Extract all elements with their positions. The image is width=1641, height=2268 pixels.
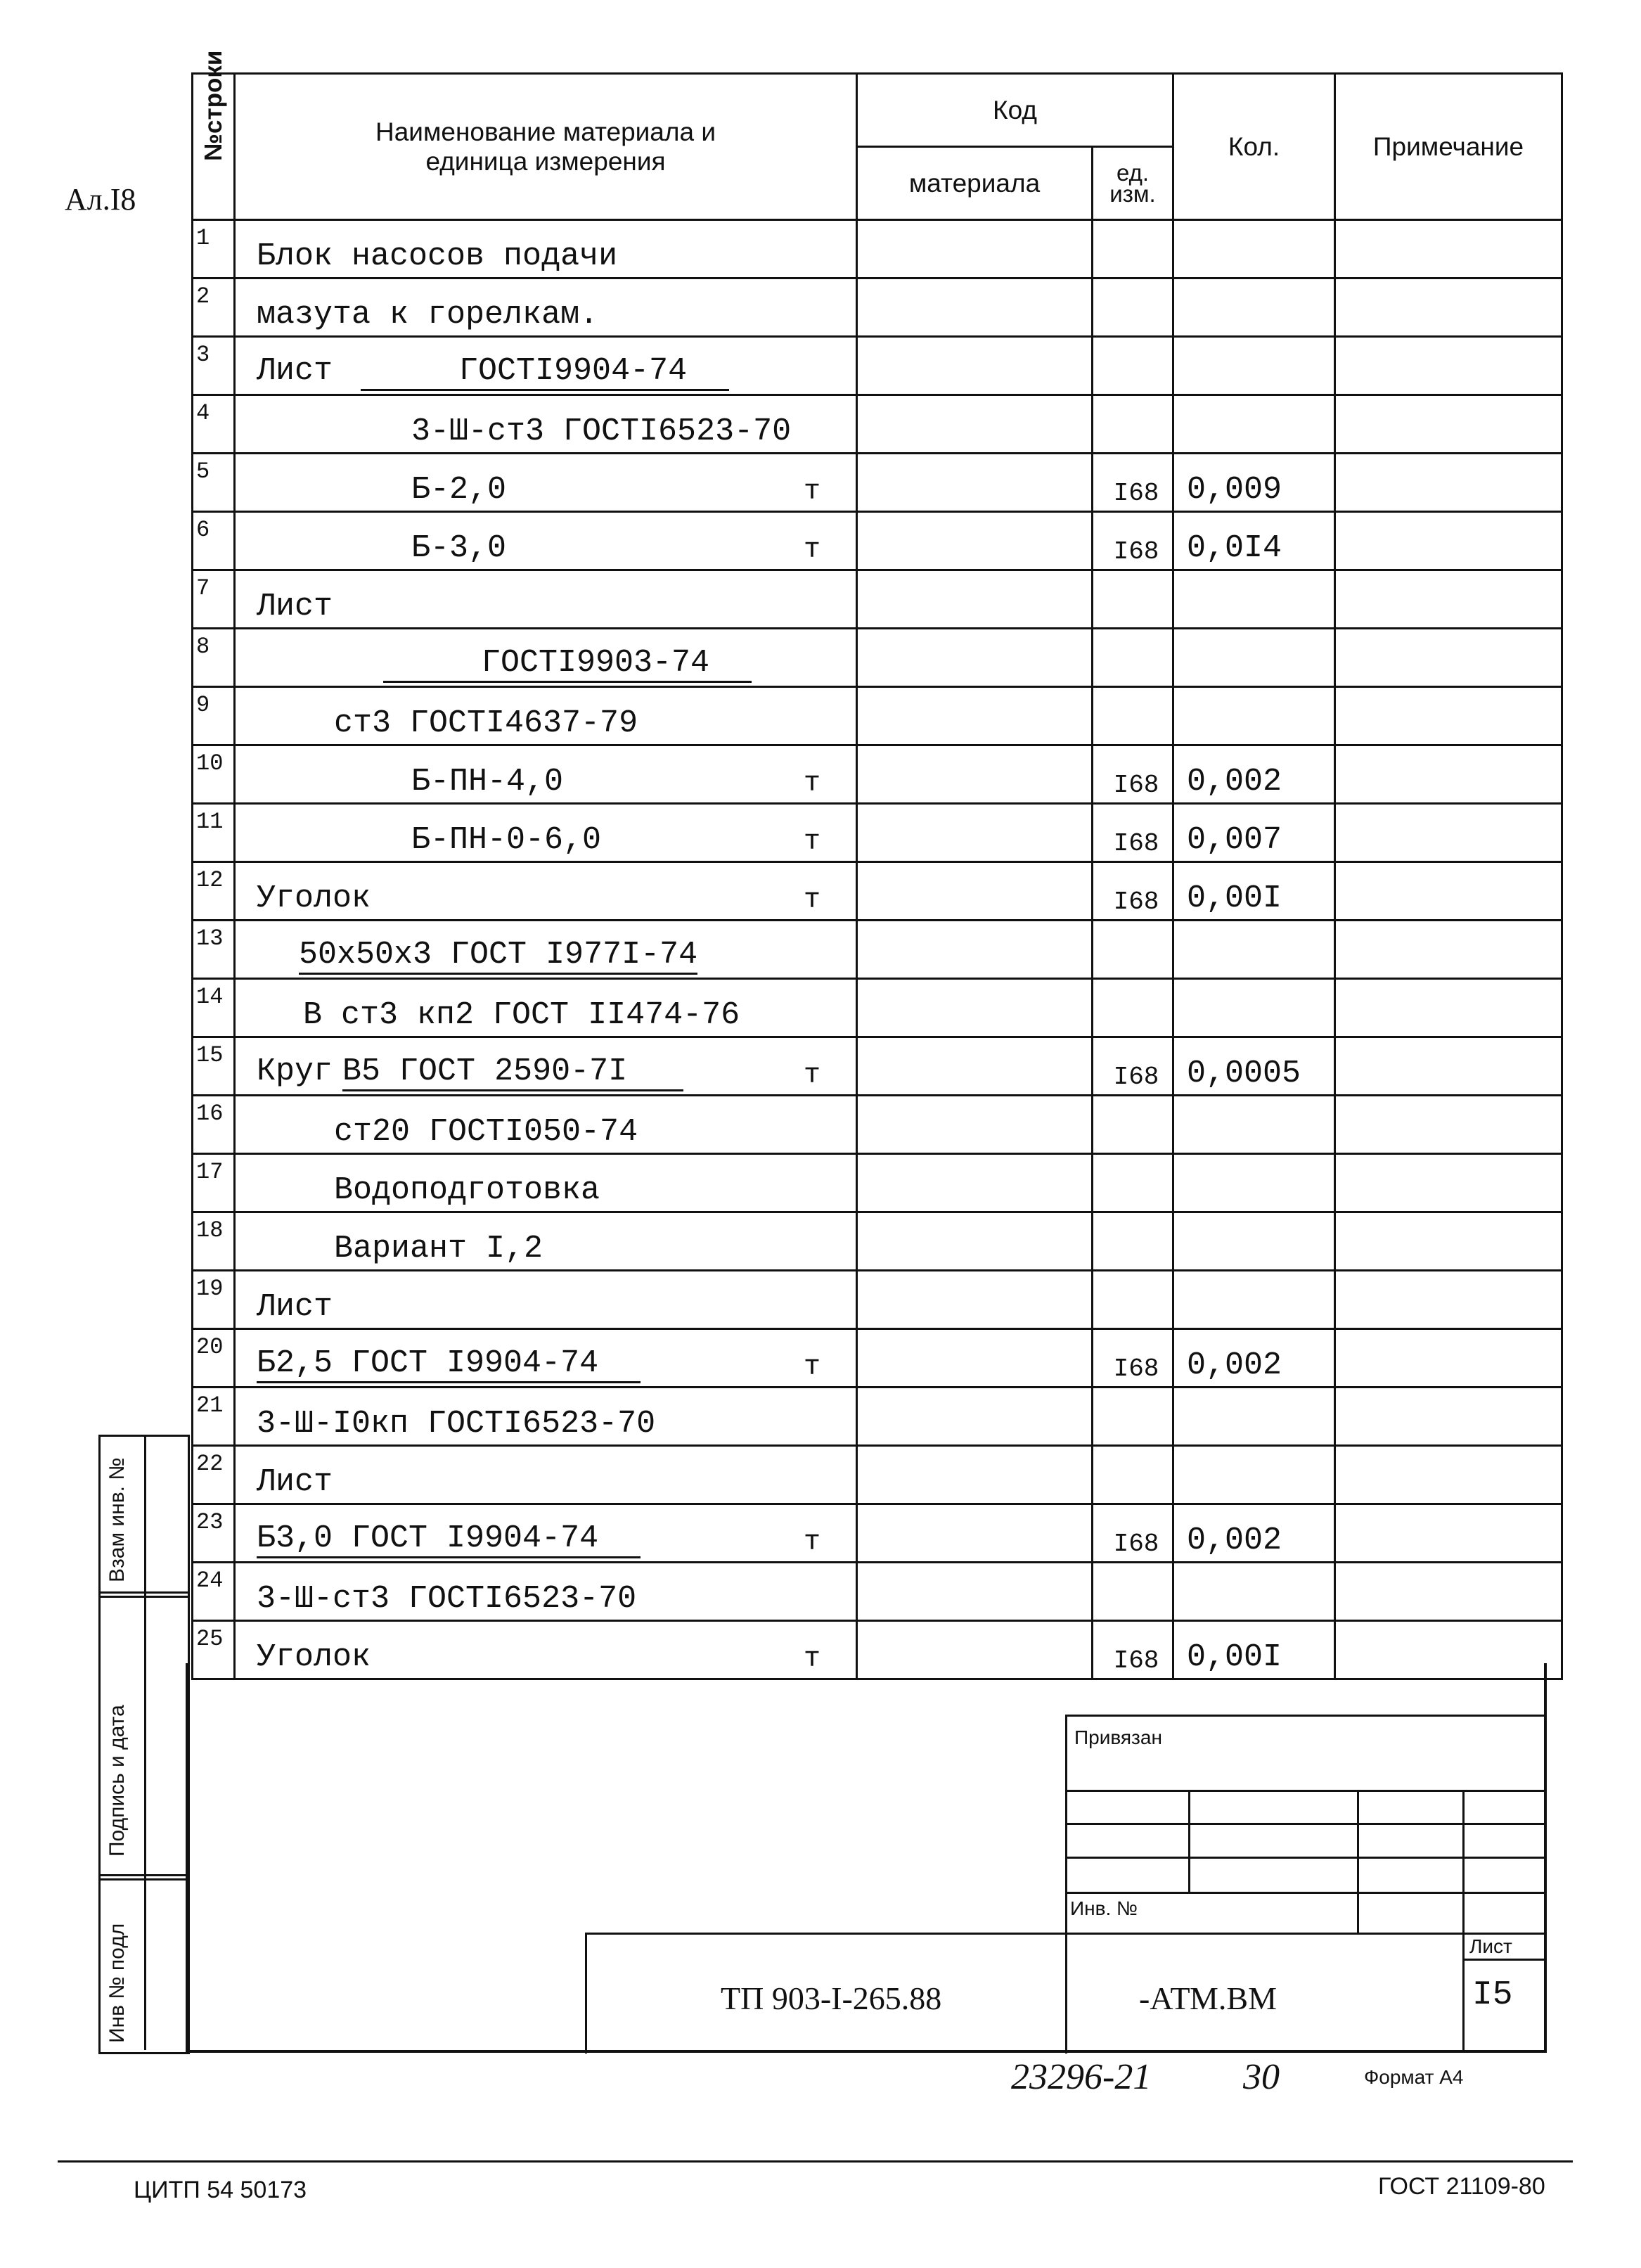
- quantity: [1173, 921, 1335, 979]
- header-row-no: №строки: [193, 74, 235, 220]
- header-unit-code: ед. изм.: [1093, 147, 1173, 220]
- note: [1335, 1154, 1562, 1212]
- material-name: [235, 979, 857, 1037]
- table-row: [193, 278, 1562, 337]
- material-name: [235, 1096, 857, 1154]
- table-row: [193, 1037, 1562, 1096]
- row-number: 18: [193, 1212, 235, 1271]
- table-row: [193, 979, 1562, 1037]
- quantity: [1173, 278, 1335, 337]
- material-code: [857, 512, 1093, 570]
- material-name-text: 3-Ш-I0кп ГОСТI6523-70: [257, 1406, 656, 1442]
- table-row: [193, 1271, 1562, 1329]
- quantity: [1173, 395, 1335, 454]
- table-row: [193, 454, 1562, 512]
- material-name: [235, 278, 857, 337]
- material-code: [857, 454, 1093, 512]
- unit-label: т: [803, 1060, 820, 1091]
- row-number: 8: [193, 629, 235, 687]
- material-name-text: Блок насосов подачи: [257, 238, 618, 274]
- row-number: 7: [193, 570, 235, 629]
- material-name-text: Лист: [257, 1289, 333, 1325]
- page-number: 30: [1243, 2057, 1280, 2097]
- table-row: [193, 1621, 1562, 1679]
- row-number: 20: [193, 1329, 235, 1388]
- material-name: [235, 804, 857, 862]
- row-number: 22: [193, 1446, 235, 1504]
- note: [1335, 512, 1562, 570]
- table-row: [193, 1096, 1562, 1154]
- material-code: [857, 687, 1093, 745]
- material-name: [235, 570, 857, 629]
- material-code: [857, 1212, 1093, 1271]
- quantity: [1173, 1271, 1335, 1329]
- unit-code: I68: [1093, 862, 1173, 921]
- material-name: [235, 1504, 857, 1563]
- material-code: [857, 629, 1093, 687]
- material-code: [857, 1563, 1093, 1621]
- row-number: 11: [193, 804, 235, 862]
- quantity: [1173, 1212, 1335, 1271]
- unit-code: [1093, 1388, 1173, 1446]
- quantity: [1173, 687, 1335, 745]
- note: [1335, 921, 1562, 979]
- material-name: [235, 921, 857, 979]
- table-row: [193, 804, 1562, 862]
- gost-code: ГОСТ 21109-80: [1378, 2173, 1545, 2200]
- note: [1335, 1563, 1562, 1621]
- note: [1335, 1096, 1562, 1154]
- row-number: 23: [193, 1504, 235, 1563]
- stamp-inv-label: Инв № подл: [105, 1923, 129, 2043]
- unit-code: [1093, 278, 1173, 337]
- quantity: 0,002: [1173, 1504, 1335, 1563]
- quantity: [1173, 629, 1335, 687]
- material-name-text: Вариант I,2: [334, 1231, 543, 1267]
- material-name: [235, 395, 857, 454]
- material-code: [857, 1271, 1093, 1329]
- table-row: [193, 512, 1562, 570]
- material-code: [857, 862, 1093, 921]
- material-name-text: Б-2,0: [411, 472, 507, 508]
- doc-code: ТП 903-I-265.88: [721, 1980, 942, 2016]
- note: [1335, 220, 1562, 278]
- table-row: [193, 1563, 1562, 1621]
- material-name-text: ст3 ГОСТI4637-79: [334, 705, 638, 741]
- table-row: [193, 921, 1562, 979]
- header-name: Наименование материала и единица измерения: [235, 74, 857, 220]
- unit-code: I68: [1093, 745, 1173, 804]
- material-name-text: Уголок: [257, 1639, 371, 1675]
- note: [1335, 1037, 1562, 1096]
- note: [1335, 1329, 1562, 1388]
- unit-code: [1093, 629, 1173, 687]
- table-row: [193, 395, 1562, 454]
- material-name: [235, 337, 857, 395]
- table-row: [193, 1212, 1562, 1271]
- note: [1335, 1446, 1562, 1504]
- doc-suffix: -АТМ.ВМ: [1139, 1980, 1277, 2016]
- note: [1335, 687, 1562, 745]
- quantity: [1173, 979, 1335, 1037]
- table-row: [193, 1504, 1562, 1563]
- note: [1335, 1621, 1562, 1679]
- row-number: 17: [193, 1154, 235, 1212]
- note: [1335, 979, 1562, 1037]
- material-standard: 50х50х3 ГОСТ I977I-74: [299, 937, 697, 975]
- unit-label: т: [803, 1644, 820, 1675]
- material-standard: ГОСТI9903-74: [383, 645, 752, 683]
- material-name-text: В ст3 кп2 ГОСТ II474-76: [303, 997, 740, 1033]
- material-name-text: Уголок: [257, 880, 371, 916]
- note: [1335, 1388, 1562, 1446]
- material-code: [857, 804, 1093, 862]
- note: [1335, 862, 1562, 921]
- material-name: [235, 1388, 857, 1446]
- unit-code: I68: [1093, 512, 1173, 570]
- unit-code: I68: [1093, 454, 1173, 512]
- table-row: [193, 1154, 1562, 1212]
- row-number: 24: [193, 1563, 235, 1621]
- material-name: [235, 745, 857, 804]
- list-number: I5: [1472, 1976, 1513, 2014]
- unit-code: [1093, 570, 1173, 629]
- unit-code: I68: [1093, 1329, 1173, 1388]
- org-code: ЦИТП 54 50173: [134, 2177, 307, 2203]
- table-row: [193, 570, 1562, 629]
- quantity: 0,002: [1173, 1329, 1335, 1388]
- note: [1335, 1504, 1562, 1563]
- table-row: [193, 220, 1562, 278]
- row-number: 13: [193, 921, 235, 979]
- unit-code: I68: [1093, 804, 1173, 862]
- note: [1335, 804, 1562, 862]
- materials-table: [191, 50, 1563, 1680]
- unit-label: т: [803, 826, 820, 858]
- material-code: [857, 1446, 1093, 1504]
- material-name-text: Водоподготовка: [334, 1172, 600, 1208]
- quantity: [1173, 1388, 1335, 1446]
- quantity: [1173, 337, 1335, 395]
- table-row: [193, 1388, 1562, 1446]
- material-name-text: Б-ПН-4,0: [411, 764, 564, 800]
- unit-code: [1093, 921, 1173, 979]
- unit-code: [1093, 220, 1173, 278]
- header-note: Примечание: [1335, 74, 1562, 220]
- material-name: [235, 1446, 857, 1504]
- row-number: 25: [193, 1621, 235, 1679]
- note: [1335, 570, 1562, 629]
- material-name-text: Лист: [257, 589, 333, 624]
- table-row: [193, 862, 1562, 921]
- material-name-text: Б-3,0: [411, 530, 507, 566]
- unit-code: [1093, 395, 1173, 454]
- row-number: 19: [193, 1271, 235, 1329]
- header-qty: Кол.: [1173, 74, 1335, 220]
- material-standard: Б2,5 ГОСТ I9904-74: [257, 1345, 641, 1383]
- material-name-text: Лист: [257, 1464, 333, 1500]
- quantity: [1173, 1096, 1335, 1154]
- unit-code: [1093, 1446, 1173, 1504]
- material-name-text: Лист: [257, 353, 333, 389]
- unit-code: [1093, 687, 1173, 745]
- quantity: [1173, 220, 1335, 278]
- row-number: 4: [193, 395, 235, 454]
- unit-code: I68: [1093, 1621, 1173, 1679]
- privyazan-label: Привязан: [1074, 1726, 1162, 1748]
- material-name: [235, 512, 857, 570]
- material-name: [235, 220, 857, 278]
- unit-code: [1093, 337, 1173, 395]
- quantity: [1173, 1563, 1335, 1621]
- unit-code: [1093, 1096, 1173, 1154]
- material-standard: ГОСТI9904-74: [361, 353, 729, 391]
- unit-label: т: [803, 1352, 820, 1383]
- material-code: [857, 1096, 1093, 1154]
- unit-code: I68: [1093, 1504, 1173, 1563]
- row-number: 5: [193, 454, 235, 512]
- row-number: 16: [193, 1096, 235, 1154]
- material-name: [235, 1212, 857, 1271]
- material-name: [235, 454, 857, 512]
- unit-label: т: [803, 534, 820, 566]
- table-row: [193, 629, 1562, 687]
- material-name: [235, 1563, 857, 1621]
- archive-number: 23296-21: [1011, 2057, 1152, 2097]
- row-number: 10: [193, 745, 235, 804]
- material-code: [857, 745, 1093, 804]
- material-name-text: Б-ПН-0-6,0: [411, 822, 602, 858]
- material-code: [857, 921, 1093, 979]
- note: [1335, 337, 1562, 395]
- unit-label: т: [803, 885, 820, 916]
- row-number: 3: [193, 337, 235, 395]
- material-code: [857, 395, 1093, 454]
- table-row: [193, 337, 1562, 395]
- row-number: 12: [193, 862, 235, 921]
- material-name-text: 3-Ш-ст3 ГОСТI6523-70: [257, 1581, 637, 1617]
- note: [1335, 745, 1562, 804]
- material-name: [235, 1037, 857, 1096]
- material-code: [857, 1388, 1093, 1446]
- quantity: 0,007: [1173, 804, 1335, 862]
- unit-code: [1093, 1212, 1173, 1271]
- row-number: 14: [193, 979, 235, 1037]
- note: [1335, 454, 1562, 512]
- material-name: [235, 1271, 857, 1329]
- unit-label: т: [803, 1527, 820, 1558]
- stamp-vzam-label: Взам инв. №: [105, 1457, 129, 1582]
- material-name: [235, 862, 857, 921]
- table-row: [193, 745, 1562, 804]
- quantity: 0,00I: [1173, 1621, 1335, 1679]
- stamp-podpis-label: Подпись и дата: [105, 1705, 129, 1857]
- material-code: [857, 1621, 1093, 1679]
- material-code: [857, 220, 1093, 278]
- unit-label: т: [803, 476, 820, 508]
- note: [1335, 1212, 1562, 1271]
- material-code: [857, 1037, 1093, 1096]
- unit-code: [1093, 1271, 1173, 1329]
- row-number: 2: [193, 278, 235, 337]
- unit-code: I68: [1093, 1037, 1173, 1096]
- material-name: [235, 629, 857, 687]
- material-code: [857, 570, 1093, 629]
- material-code: [857, 979, 1093, 1037]
- material-name-text: мазута к горелкам.: [257, 297, 599, 333]
- material-name-text: ст20 ГОСТI050-74: [334, 1114, 638, 1150]
- quantity: 0,009: [1173, 454, 1335, 512]
- material-standard: Б3,0 ГОСТ I9904-74: [257, 1520, 641, 1558]
- header-code: Код: [857, 74, 1173, 147]
- quantity: 0,00I: [1173, 862, 1335, 921]
- unit-code: [1093, 979, 1173, 1037]
- quantity: [1173, 1154, 1335, 1212]
- material-code: [857, 1154, 1093, 1212]
- unit-label: т: [803, 768, 820, 800]
- note: [1335, 278, 1562, 337]
- material-code: [857, 1329, 1093, 1388]
- table-row: [193, 687, 1562, 745]
- row-number: 15: [193, 1037, 235, 1096]
- list-label: Лист: [1469, 1935, 1512, 1957]
- material-name-text: 3-Ш-ст3 ГОСТI6523-70: [411, 414, 792, 449]
- note: [1335, 629, 1562, 687]
- quantity: 0,002: [1173, 745, 1335, 804]
- material-name: [235, 1329, 857, 1388]
- note: [1335, 1271, 1562, 1329]
- material-code: [857, 278, 1093, 337]
- material-code: [857, 337, 1093, 395]
- inv-no-label: Инв. №: [1070, 1897, 1138, 1919]
- row-number: 9: [193, 687, 235, 745]
- note: [1335, 395, 1562, 454]
- material-name: [235, 687, 857, 745]
- row-number: 1: [193, 220, 235, 278]
- header-material-code: материала: [857, 147, 1093, 220]
- quantity: 0,0005: [1173, 1037, 1335, 1096]
- material-standard: В5 ГОСТ 2590-7I: [342, 1053, 683, 1091]
- quantity: 0,0I4: [1173, 512, 1335, 570]
- material-name: [235, 1621, 857, 1679]
- quantity: [1173, 570, 1335, 629]
- unit-code: [1093, 1154, 1173, 1212]
- sheet-label: Ал.I8: [65, 182, 136, 217]
- material-name-text: Круг: [257, 1053, 333, 1089]
- format-label: Формат А4: [1364, 2066, 1464, 2088]
- material-code: [857, 1504, 1093, 1563]
- table-row: [193, 1446, 1562, 1504]
- material-name: [235, 1154, 857, 1212]
- unit-code: [1093, 1563, 1173, 1621]
- row-number: 6: [193, 512, 235, 570]
- row-number: 21: [193, 1388, 235, 1446]
- quantity: [1173, 1446, 1335, 1504]
- table-row: [193, 1329, 1562, 1388]
